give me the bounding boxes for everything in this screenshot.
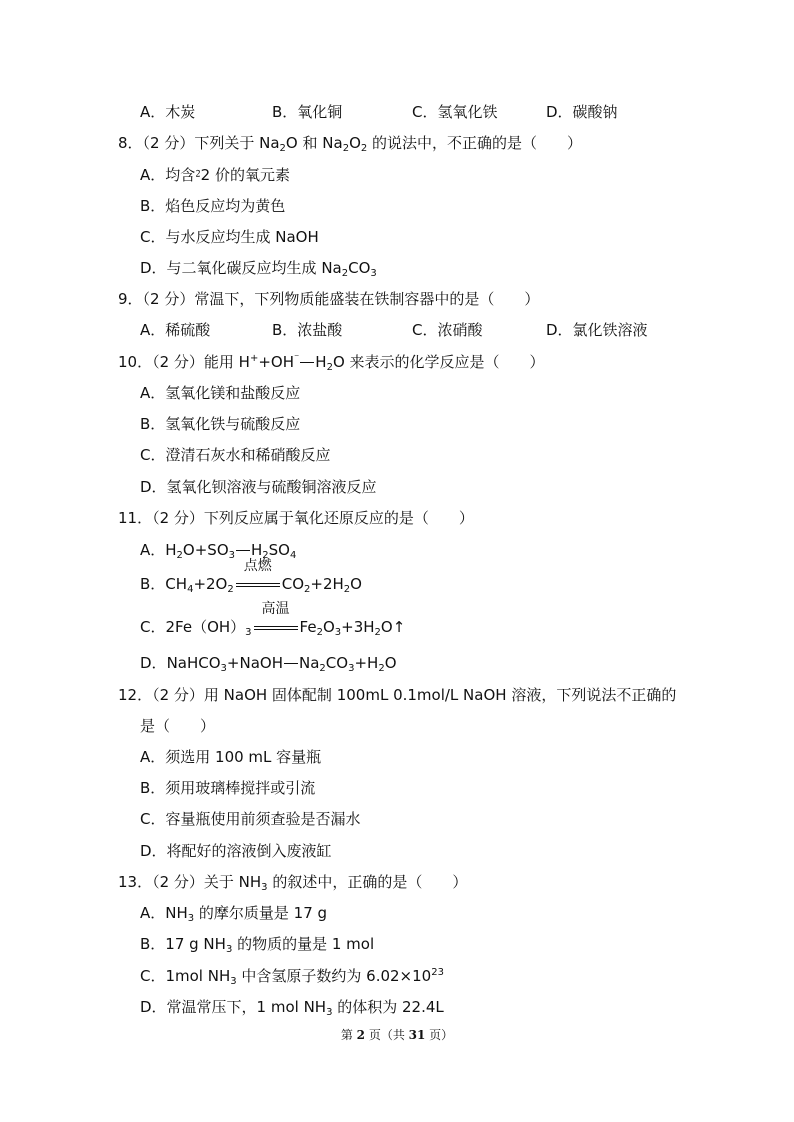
q7-option-a[interactable]: A．木炭 <box>140 103 196 121</box>
q11-option-b[interactable]: B．$CH_4+2O_2$ 点燃 $CO_2+2H_2O$ <box>140 558 362 595</box>
q8-option-c[interactable]: C．与水反应均生成 NaOH <box>140 228 319 246</box>
q11-option-a[interactable]: A．$H_2O+SO_3$ $H_2SO_4$ <box>140 541 297 561</box>
q12-option-d[interactable]: D．将配好的溶液倒入废液缸 <box>140 842 332 860</box>
q13-option-d[interactable]: D．常温常压下，1 mol $NH_3$ 的体积为 22.4L <box>140 998 444 1018</box>
q7-option-d[interactable]: D．碳酸钠 <box>546 103 618 121</box>
page-footer: 第 2 页（共 31 页） <box>340 1028 454 1042</box>
q12-stem-line2: 是（ ） <box>140 717 216 735</box>
reaction-condition: 高温 <box>252 617 300 637</box>
equals-bar <box>236 550 250 551</box>
q13-option-c[interactable]: C．1mol $NH_3$ 中含氢原子数约为 $6.02\times 10^{23}$ <box>140 967 444 987</box>
q9-stem: 9．（2 分）常温下，下列物质能盛装在铁制容器中的是（ ） <box>118 290 540 308</box>
q10-option-d[interactable]: D．氢氧化钡溶液与硫酸铜溶液反应 <box>140 478 377 496</box>
q8-option-d[interactable]: D．与二氧化碳反应均生成 $Na_2CO_3$ <box>140 259 377 279</box>
q12-stem-line1: 12．（2 分）用 NaOH 固体配制 100mL 0.1mol/L NaOH 溶液，下列说法不正确的 <box>118 686 677 704</box>
page-number: 2 <box>356 1028 365 1042</box>
double-bar <box>254 626 298 630</box>
q11-option-d[interactable]: D．NaHCO$_3$+NaOH $Na_2CO_3+H_2O$ <box>140 654 397 674</box>
q11-stem: 11．（2 分）下列反应属于氧化还原反应的是（ ） <box>118 509 474 527</box>
q7-option-b[interactable]: B．氧化铜 <box>272 103 343 121</box>
q10-option-b[interactable]: B．氢氧化铁与硫酸反应 <box>140 415 301 433</box>
q9-option-b[interactable]: B．浓盐酸 <box>272 321 343 339</box>
q9-option-d[interactable]: D．氯化铁溶液 <box>546 321 648 339</box>
q8-option-a[interactable]: A．均含⁲2 价的氧元素 <box>140 166 290 184</box>
q10-option-c[interactable]: C．澄清石灰水和稀硝酸反应 <box>140 446 331 464</box>
q13-option-b[interactable]: B．17 g $NH_3$ 的物质的量是 1 mol <box>140 935 375 955</box>
q12-option-b[interactable]: B．须用玻璃棒搅拌或引流 <box>140 779 316 797</box>
equals-bar <box>300 362 314 363</box>
equals-bar <box>284 663 298 664</box>
q8-stem: 8．（2 分）下列关于 $Na_2O$ 和 $Na_2O_2$ 的说法中，不正确的是（ ） <box>118 134 583 154</box>
q13-stem: 13．（2 分）关于 $NH_3$ 的叙述中，正确的是（ ） <box>118 873 468 893</box>
reaction-condition: 点燃 <box>234 574 282 594</box>
q9-option-a[interactable]: A．稀硫酸 <box>140 321 211 339</box>
q10-option-a[interactable]: A．氢氧化镁和盐酸反应 <box>140 384 301 402</box>
q12-option-a[interactable]: A．须选用 100 mL 容量瓶 <box>140 748 322 766</box>
total-pages: 31 <box>408 1028 426 1042</box>
q12-option-c[interactable]: C．容量瓶使用前须查验是否漏水 <box>140 810 361 828</box>
q11-option-c[interactable]: C．$2Fe(OH)_3$ 高温 $Fe_2O_3+3H_2O↑$ <box>140 601 406 638</box>
q9-option-c[interactable]: C．浓硝酸 <box>412 321 483 339</box>
q8-option-b[interactable]: B．焰色反应均为黄色 <box>140 197 286 215</box>
double-bar <box>236 583 280 587</box>
q10-stem: 10．（2 分）能用 H++OH⁻ $H_2O$ 来表示的化学反应是（ ） <box>118 353 545 373</box>
q7-option-c[interactable]: C．氢氧化铁 <box>412 103 498 121</box>
q13-option-a[interactable]: A．$NH_3$ 的摩尔质量是 17 g <box>140 904 328 924</box>
